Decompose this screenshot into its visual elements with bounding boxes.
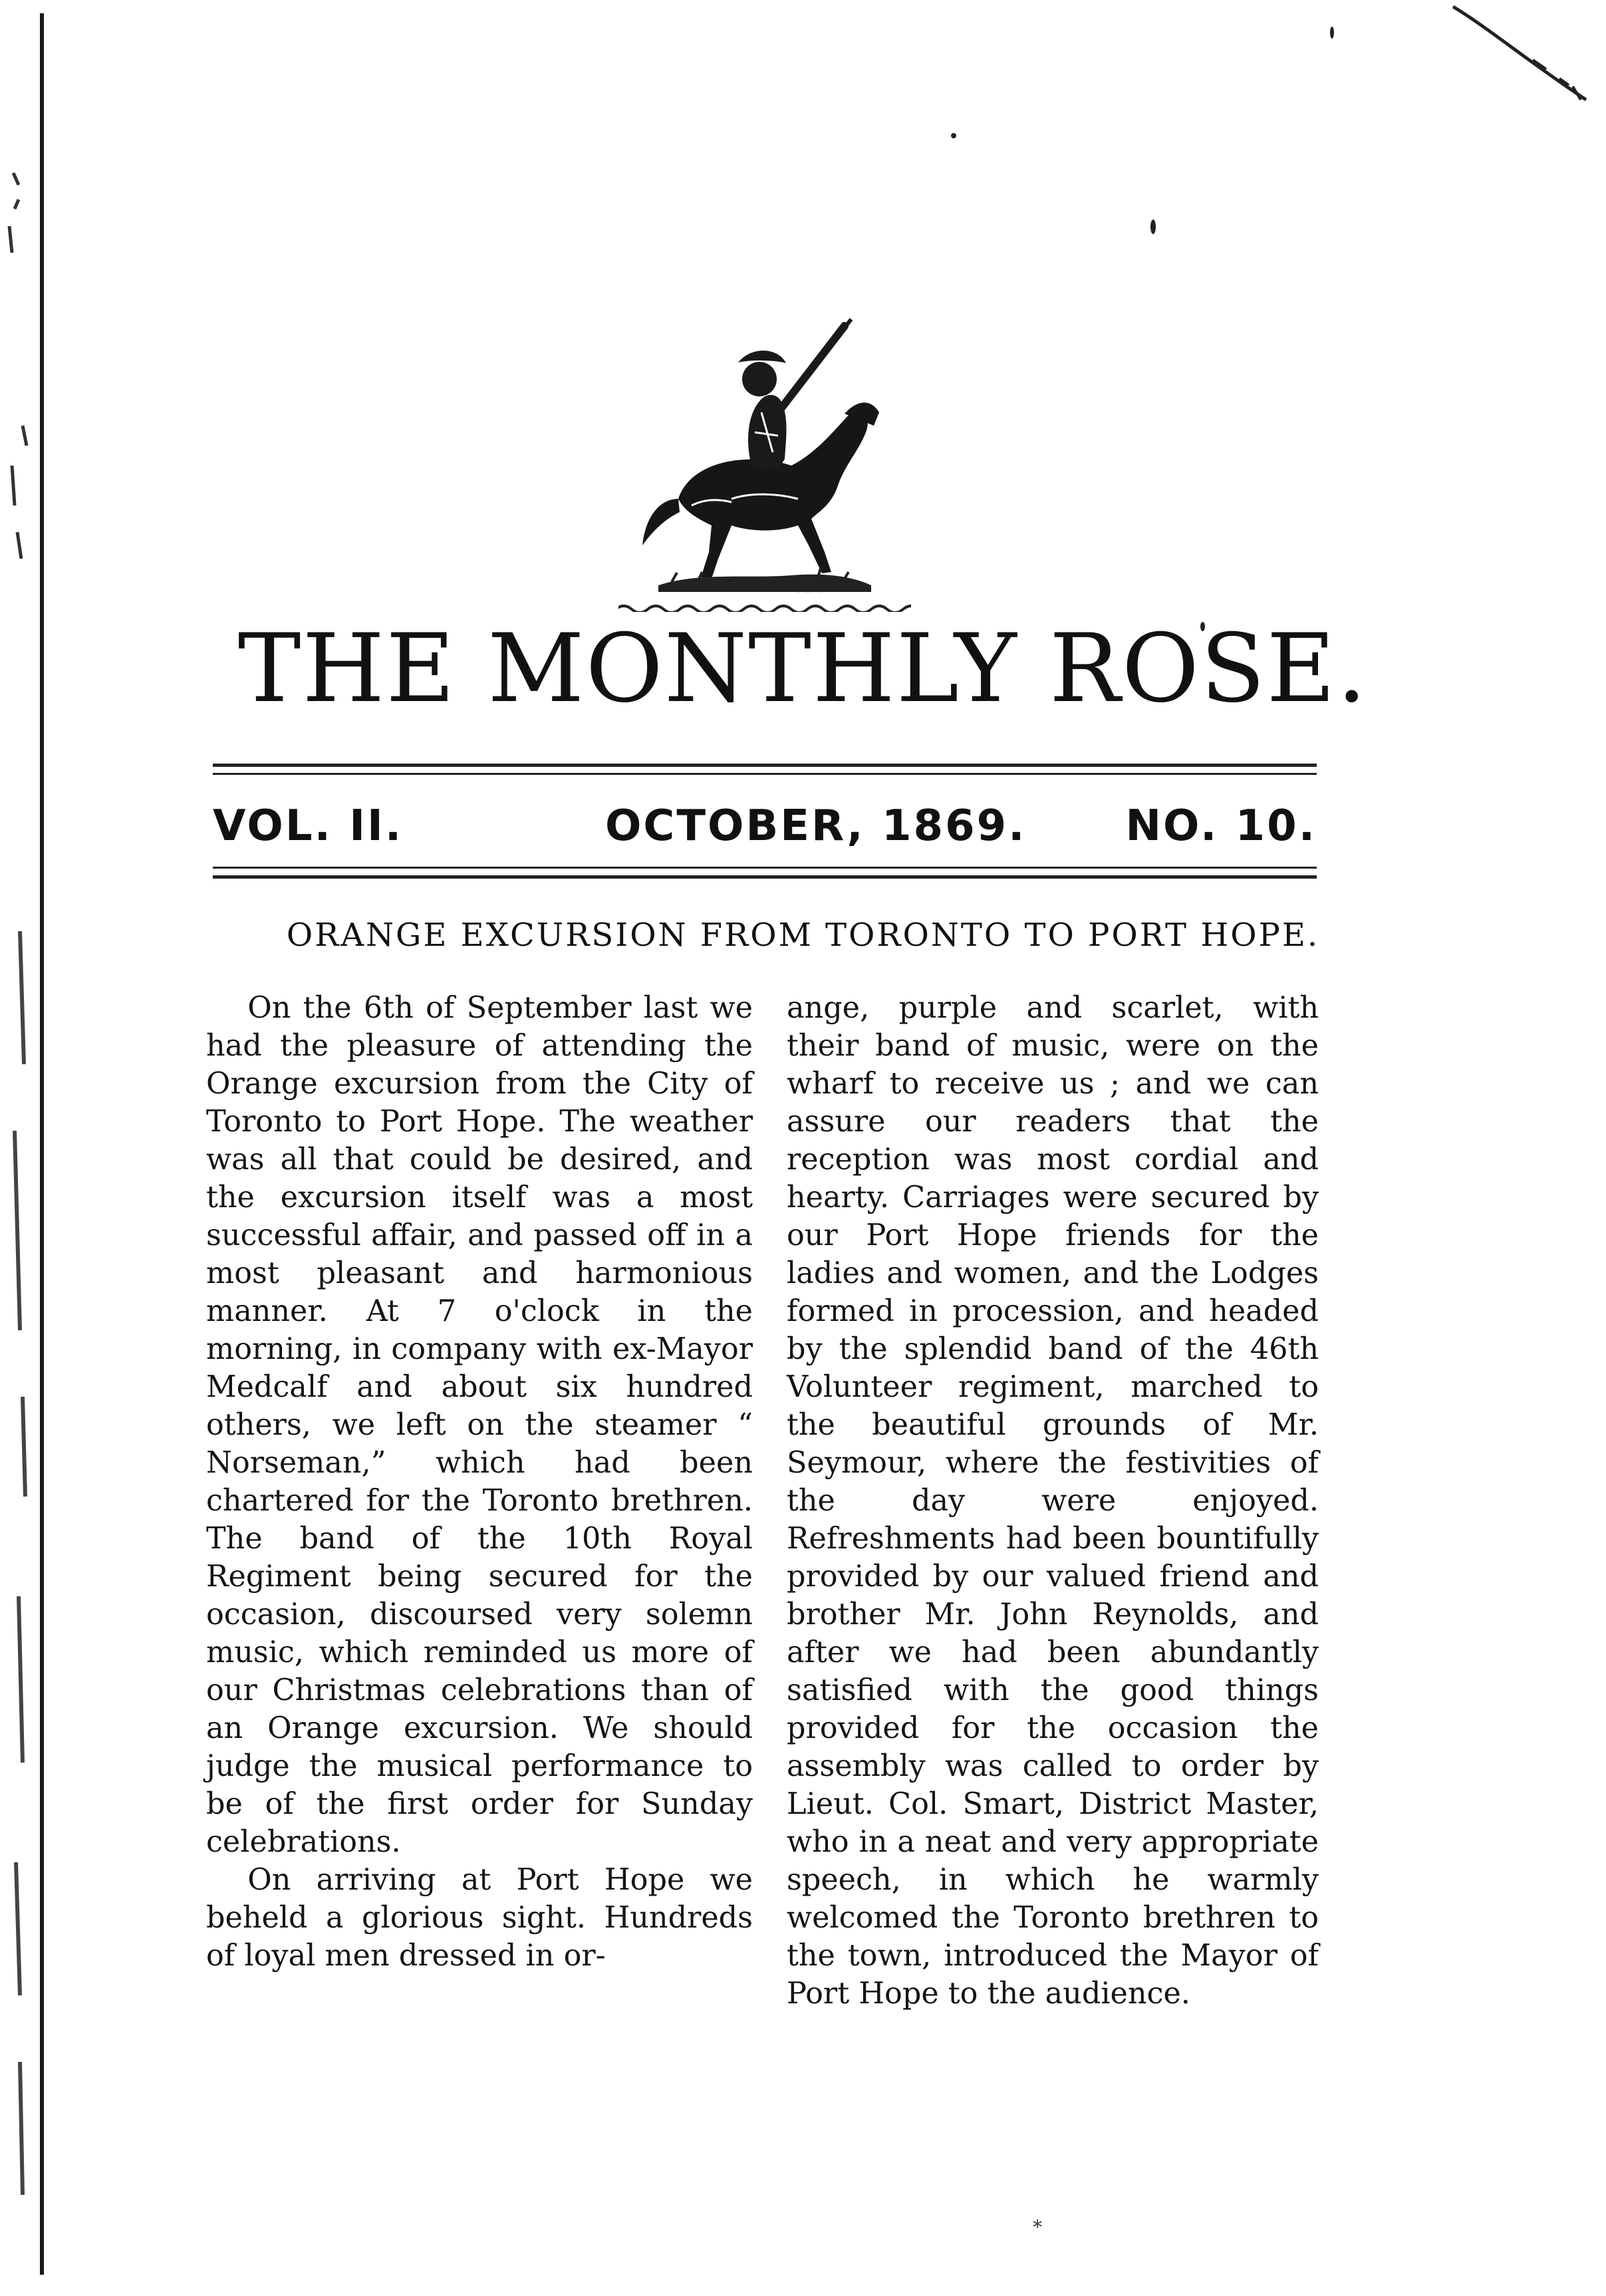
corner-scratch bbox=[1433, 0, 1606, 146]
footer-mark: * bbox=[1033, 2216, 1042, 2238]
speck bbox=[1330, 27, 1334, 39]
horseman-crest-illustration bbox=[618, 299, 911, 612]
issue-volume: VOL. II. bbox=[213, 801, 404, 851]
masthead-rule-top-1 bbox=[213, 764, 1317, 767]
masthead-rule-top-2 bbox=[213, 773, 1317, 775]
article-paragraph: On the 6th of September last we had the pleasure of attending the Orange excursion from the City of Toronto to Port Hope. The weather was all that could be desired, and the excursion itself was a most successful affair, and passed off in a most pleasant and harmonious manner. At 7 o'clock in the morning, in company with ex-Mayor Medcalf and about six hundred others, we left on the steamer “ Norseman,” which had been chartered for the Toronto brethren. The band of the 10th Royal Regiment being secured for the occasion, discoursed very solemn music, which reminded us more of our Christmas celebrations than of an Orange excursion. We should judge the musical performance to be of the first order for Sunday celebrations. bbox=[206, 991, 753, 1859]
speck bbox=[1150, 219, 1156, 234]
issue-line bbox=[213, 801, 1317, 855]
speck bbox=[951, 133, 956, 138]
article-paragraph: On arriving at Port Hope we beheld a glorious sight. Hundreds of loyal men dressed in or- bbox=[206, 1863, 753, 1973]
masthead-title: THE MONTHLY ROSE. bbox=[237, 614, 1369, 724]
issue-number: NO. 10. bbox=[1125, 801, 1317, 851]
article-column-left bbox=[206, 989, 753, 1975]
article-title: ORANGE EXCURSION FROM TORONTO TO PORT HOPE. bbox=[286, 917, 1320, 954]
binding-marks bbox=[0, 0, 40, 2296]
article-column-right bbox=[787, 989, 1319, 2013]
binding-edge bbox=[40, 13, 44, 2275]
article-paragraph: ange, purple and scarlet, with their band of music, were on the wharf to receive us ; and we can assure our readers that the reception was most cordial and hearty. Carriages were secured by our Port Hope friends for the ladies and women, and the Lodges formed in procession, and headed by the splendid band of the 46th Volunteer regiment, marched to the beautiful grounds of Mr. Seymour, where the festivities of the day were enjoyed. Refreshments had been bountifully provided by our valued friend and brother Mr. John Reynolds, and after we had been abundantly satisfied with the good things provided for the occasion the assembly was called to order by Lieut. Col. Smart, District Master, who in a neat and very appropriate speech, in which he warmly welcomed the Toronto brethren to the town, introduced the Mayor of Port Hope to the audience. bbox=[787, 991, 1319, 2011]
issue-rule-bottom-2 bbox=[213, 875, 1317, 879]
crest-date: 1690 bbox=[785, 577, 826, 596]
issue-date: OCTOBER, 1869. bbox=[605, 801, 1027, 851]
issue-rule-bottom-1 bbox=[213, 867, 1317, 869]
